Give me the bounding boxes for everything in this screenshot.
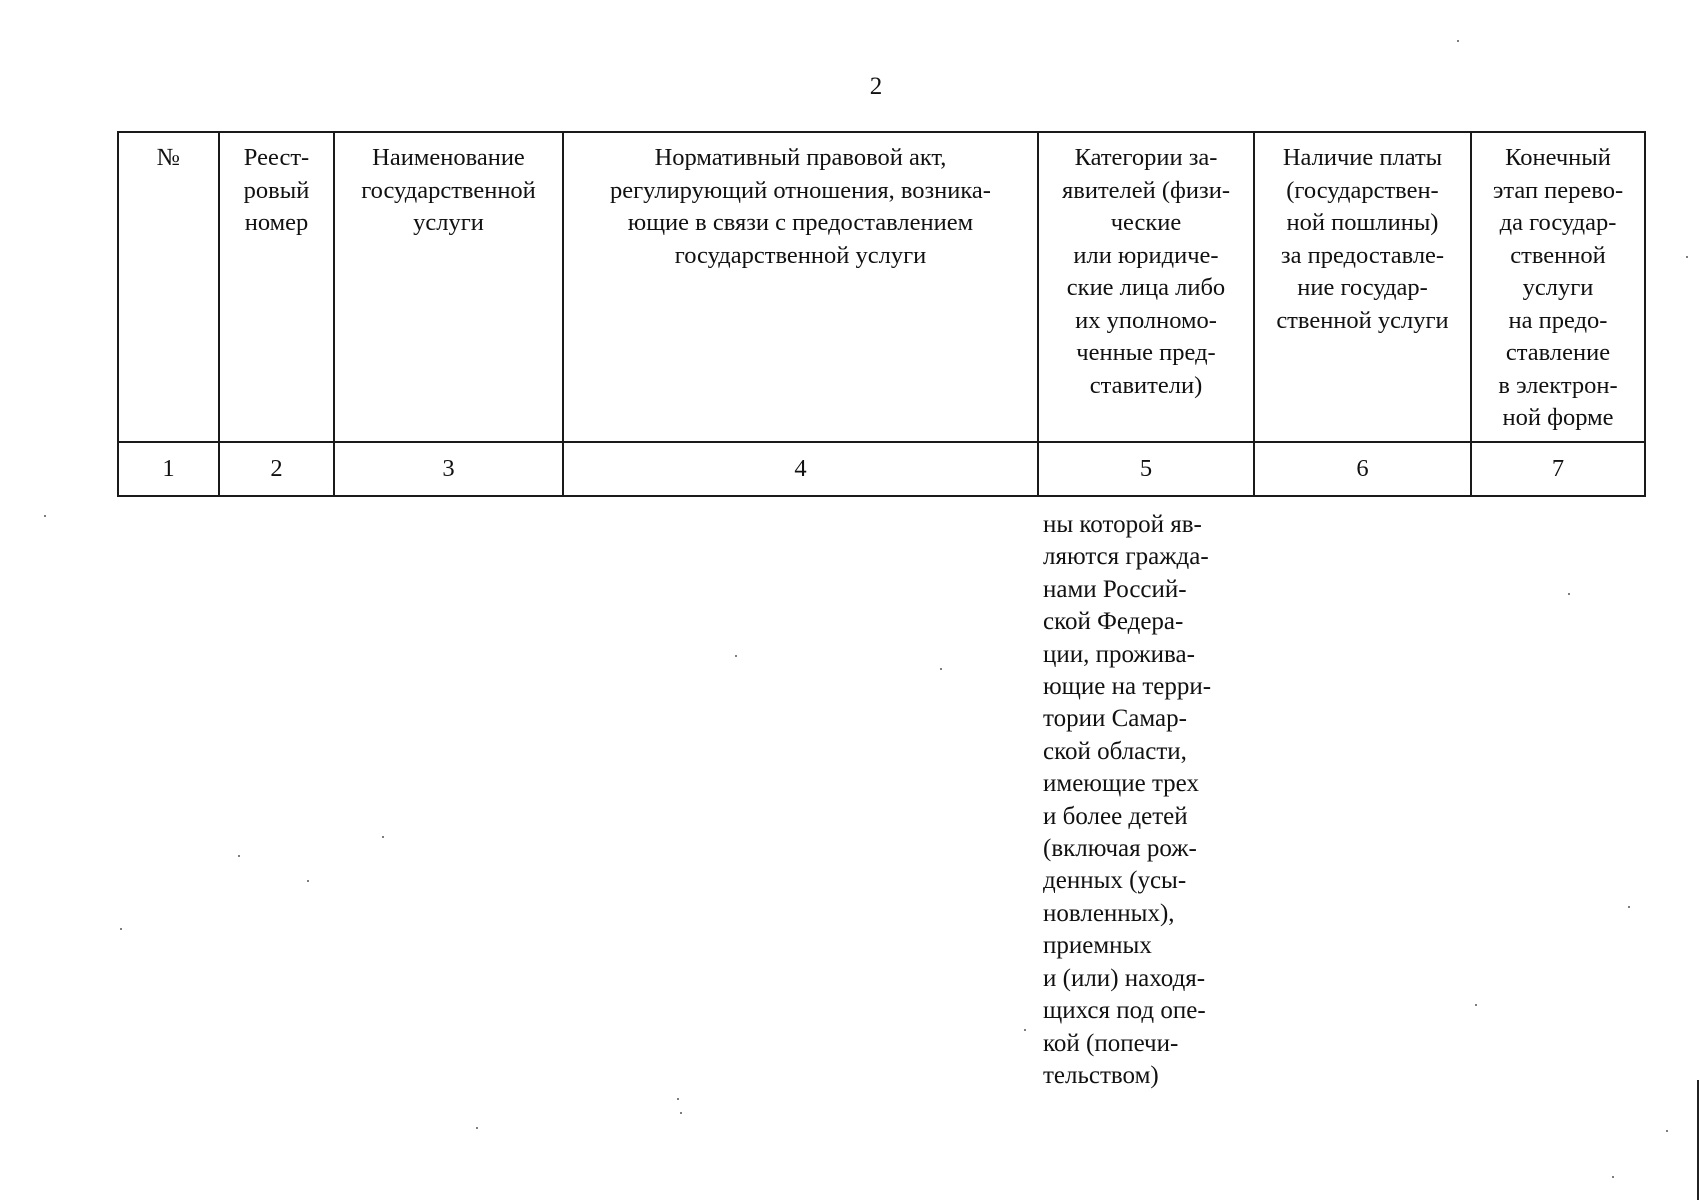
scan-speck xyxy=(476,1127,478,1129)
continuation-line: ской Федера- xyxy=(1043,608,1184,636)
header-line: ческие xyxy=(1110,209,1182,236)
header-col-registry-number xyxy=(219,132,334,442)
continuation-line: ской области, xyxy=(1043,737,1187,765)
header-line: их уполномо- xyxy=(1075,306,1217,334)
scan-speck xyxy=(1612,1176,1614,1178)
header-line: ной форме xyxy=(1502,404,1614,431)
header-line: ной пошлины) xyxy=(1286,209,1439,236)
continuation-line: ляются гражда- xyxy=(1043,543,1209,571)
column-number-cell: 4 xyxy=(563,442,1038,496)
scan-speck xyxy=(1457,40,1459,42)
header-line: или юридиче- xyxy=(1073,241,1219,269)
continuation-line: денных (усы- xyxy=(1043,867,1187,895)
scan-speck xyxy=(238,855,240,857)
header-line: Категории за- xyxy=(1074,144,1218,171)
scan-speck xyxy=(1568,593,1570,595)
scan-speck xyxy=(1628,906,1630,908)
applicant-categories-continuation xyxy=(1043,509,1243,1092)
column-number-cell: 2 xyxy=(219,442,334,496)
column-number-row xyxy=(118,442,1645,496)
continuation-line: ны которой яв- xyxy=(1043,511,1202,538)
header-line: регулирующий отношения, возника- xyxy=(610,176,991,204)
header-line: услуги xyxy=(1522,274,1594,301)
continuation-line: и более детей xyxy=(1043,802,1188,830)
services-registry-table xyxy=(117,131,1646,497)
header-line: явителей (физи- xyxy=(1062,176,1230,204)
header-line: за предоставле- xyxy=(1280,241,1445,269)
scan-speck xyxy=(1686,256,1688,258)
header-line: номер xyxy=(244,209,309,236)
scan-speck xyxy=(1666,1130,1668,1132)
continuation-line: нами Россий- xyxy=(1043,575,1187,603)
header-line: ставители) xyxy=(1089,371,1203,399)
header-line: ние государ- xyxy=(1297,274,1428,301)
header-line: ские лица либо xyxy=(1066,274,1226,301)
header-line: ставление xyxy=(1505,339,1611,366)
scan-speck xyxy=(680,1112,682,1114)
header-col-final-stage xyxy=(1471,132,1645,442)
column-number-cell: 7 xyxy=(1471,442,1645,496)
header-col-fee xyxy=(1254,132,1471,442)
header-line: услуги xyxy=(413,209,484,236)
header-line: Конечный xyxy=(1505,144,1611,171)
header-line: Реест- xyxy=(243,144,310,171)
column-number-cell: 1 xyxy=(118,442,219,496)
continuation-line: ющие на терри- xyxy=(1043,673,1212,701)
scan-speck xyxy=(120,928,122,930)
header-line: Наименование xyxy=(372,144,525,171)
header-line: на предо- xyxy=(1508,306,1608,334)
header-line: государственной xyxy=(361,176,536,204)
scan-speck xyxy=(677,1098,679,1100)
header-line: Наличие платы xyxy=(1282,144,1443,171)
scan-speck xyxy=(1024,1029,1026,1031)
continuation-line: имеющие трех xyxy=(1043,770,1199,798)
header-line: ющие в связи с предоставлением xyxy=(627,209,974,236)
scan-speck xyxy=(307,880,309,882)
column-number-cell: 5 xyxy=(1038,442,1254,496)
table-header-row xyxy=(118,132,1645,442)
scan-speck xyxy=(1475,1004,1477,1006)
header-col-legal-act xyxy=(563,132,1038,442)
continuation-line: тельством) xyxy=(1043,1061,1159,1089)
header-line: Нормативный правовой акт, xyxy=(654,144,947,171)
scan-speck xyxy=(382,836,384,838)
header-line: (государствен- xyxy=(1286,176,1439,204)
header-col-service-name xyxy=(334,132,563,442)
scan-speck xyxy=(44,515,46,517)
continuation-line: приемных xyxy=(1043,932,1152,960)
continuation-line: новленных), xyxy=(1043,899,1175,927)
header-line: в электрон- xyxy=(1498,371,1618,399)
continuation-line: щихся под опе- xyxy=(1043,997,1206,1025)
header-line: ченные пред- xyxy=(1076,339,1216,366)
header-line: ственной услуги xyxy=(1276,306,1449,334)
page-number: 2 xyxy=(869,73,883,100)
header-line: да государ- xyxy=(1499,209,1617,236)
column-number-cell: 6 xyxy=(1254,442,1471,496)
continuation-line: кой (попечи- xyxy=(1043,1029,1179,1057)
header-line: государственной услуги xyxy=(674,241,927,269)
header-line: этап перево- xyxy=(1492,176,1624,204)
header-col-applicant-categories xyxy=(1038,132,1254,442)
header-line: ственной xyxy=(1510,241,1606,269)
scan-speck xyxy=(735,655,737,657)
continuation-line: и (или) находя- xyxy=(1043,964,1206,992)
header-line: ровый xyxy=(243,176,310,204)
continuation-line: тории Самар- xyxy=(1043,705,1187,733)
scan-speck xyxy=(940,668,942,670)
continuation-line: ции, прожива- xyxy=(1043,640,1195,668)
continuation-line: (включая рож- xyxy=(1043,835,1197,863)
column-number-cell: 3 xyxy=(334,442,563,496)
header-line: № xyxy=(156,144,181,171)
header-col-number xyxy=(118,132,219,442)
